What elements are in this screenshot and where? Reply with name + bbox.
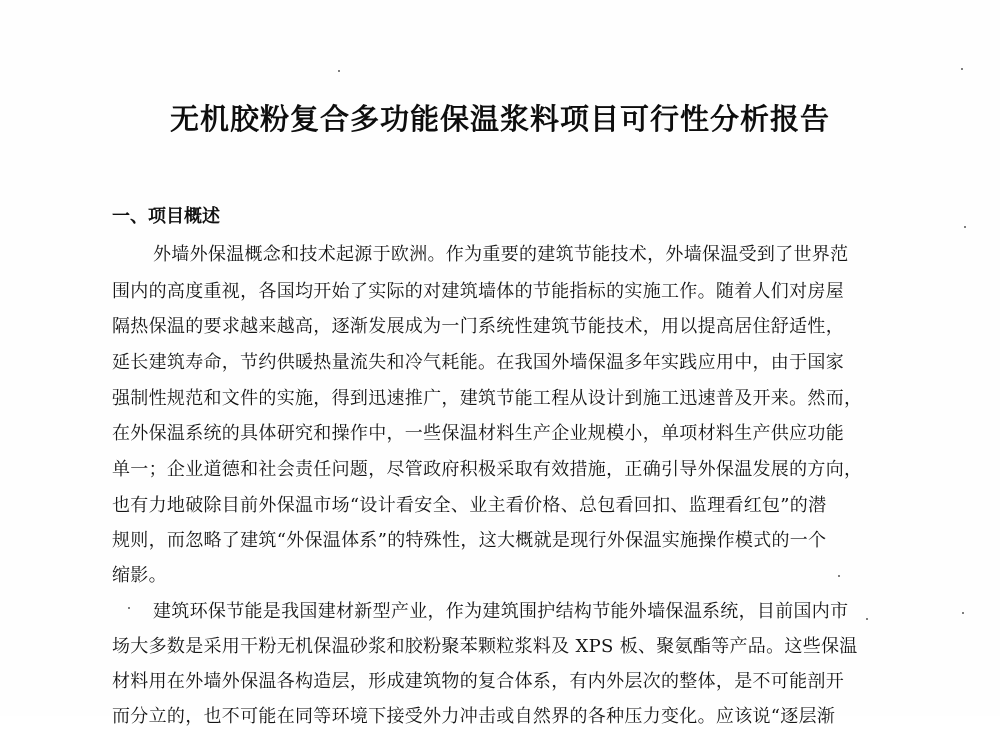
paragraph-2-line: 建筑环保节能是我国建材新型产业，作为建筑围护结构节能外墙保温系统，目前国内市	[153, 601, 849, 622]
paragraph-2-line: 材料用在外墙外保温各构造层，形成建筑物的复合体系，有内外层次的整体，是不可能剖开	[112, 671, 844, 692]
scan-speck	[338, 70, 340, 72]
scan-speck	[838, 575, 840, 577]
paragraph-1-line: 单一；企业道德和社会责任问题，尽管政府积极采取有效措施，正确引导外保温发展的方向，	[112, 459, 863, 480]
paragraph-1-line: 延长建筑寿命，节约供暖热量流失和冷气耗能。在我国外墙保温多年实践应用中，由于国家	[112, 352, 844, 373]
paragraph-1-line: 外墙外保温概念和技术起源于欧洲。作为重要的建筑节能技术，外墙保温受到了世界范	[153, 244, 849, 265]
scan-speck	[964, 226, 966, 228]
paragraph-1-line: 围内的高度重视，各国均开始了实际的对建筑墙体的节能指标的实施工作。随着人们对房屋	[112, 281, 844, 302]
scan-speck	[866, 618, 868, 620]
paragraph-1-line: 强制性规范和文件的实施，得到迅速推广，建筑节能工程从设计到施工迅速普及开来。然而，	[112, 388, 863, 409]
paragraph-1-line: 规则，而忽略了建筑“外保温体系”的特殊性，这大概就是现行外保温实施操作模式的一个	[112, 530, 827, 551]
document-title: 无机胶粉复合多功能保温浆料项目可行性分析报告	[169, 102, 830, 136]
paragraph-1-line: 隔热保温的要求越来越高，逐渐发展成为一门系统性建筑节能技术，用以提高居住舒适性，	[112, 316, 844, 337]
scan-speck	[962, 612, 964, 614]
paragraph-2-line: 场大多数是采用干粉无机保温砂浆和胶粉聚苯颗粒浆料及 XPS 板、聚氨酯等产品。这些保温	[112, 636, 858, 657]
paragraph-2-line: 而分立的，也不可能在同等环境下接受外力冲击或自然界的各种压力变化。应该说“逐层渐	[112, 706, 836, 727]
scan-speck	[961, 68, 963, 70]
paragraph-1-line: 缩影。	[112, 565, 167, 586]
paragraph-1-line: 也有力地破除目前外保温市场“设计看安全、业主看价格、总包看回扣、监理看红包”的潜	[112, 495, 827, 516]
section-heading: 一、项目概述	[112, 206, 220, 227]
paragraph-1-line: 在外保温系统的具体研究和操作中，一些保温材料生产企业规模小，单项材料生产供应功能	[112, 423, 844, 444]
scan-speck	[128, 607, 130, 609]
